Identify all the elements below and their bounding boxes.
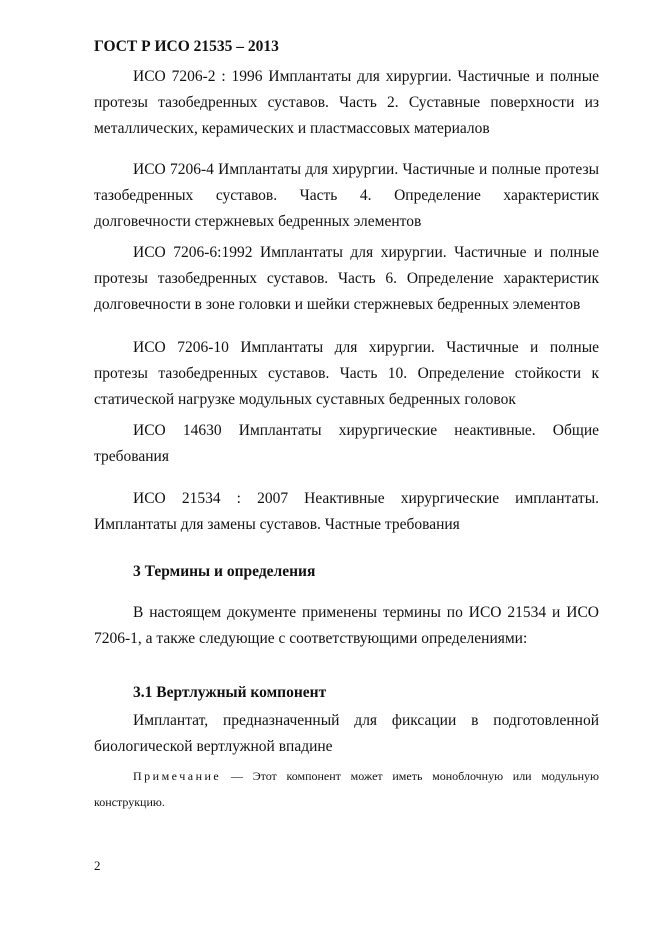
term-heading: 3.1 Вертлужный компонент (133, 684, 327, 701)
note-label: Примечание (133, 769, 222, 783)
reference-iso-7206-10: ИСО 7206-10 Имплантаты для хирургии. Частичные и полные протезы тазобедренных суставов. Часть 10. Определение стойкости к статической нагрузке модульных суставных бедренных головок (94, 339, 599, 408)
term-definition: Имплантат, предназначенный для фиксации в подготовленной биологической вертлужной впадине (94, 712, 599, 755)
section-heading: 3 Термины и определения (133, 563, 316, 580)
term-note (94, 763, 599, 815)
note-text: — Этот компонент может иметь моноблочную или модульную конструкцию. (94, 769, 599, 809)
section-intro: В настоящем документе применены термины по ИСО 21534 и ИСО 7206-1, а также следующие с соответствующими определениями: (94, 604, 599, 647)
reference-iso-21534: ИСО 21534 : 2007 Неактивные хирургические имплантаты. Имплантаты для замены суставов. Частные требования (94, 490, 599, 533)
reference-iso-7206-2: ИСО 7206-2 : 1996 Имплантаты для хирургии. Частичные и полные протезы тазобедренных суставов. Часть 2. Суставные поверхности из металлических, керамических и пластмассовых материалов (94, 68, 599, 137)
reference-iso-7206-4: ИСО 7206-4 Имплантаты для хирургии. Частичные и полные протезы тазобедренных суставов. Часть 4. Определение характеристик долговечности стержневых бедренных элементов (94, 161, 599, 230)
reference-iso-7206-6: ИСО 7206-6:1992 Имплантаты для хирургии. Частичные и полные протезы тазобедренных суставов. Часть 6. Определение характеристик долговечности в зоне головки и шейки стержневых бедренных элементов (94, 244, 599, 313)
document-header: ГОСТ Р ИСО 21535 – 2013 (94, 38, 279, 55)
reference-iso-14630: ИСО 14630 Имплантаты хирургические неактивные. Общие требования (94, 422, 599, 465)
page-number: 2 (94, 858, 101, 873)
